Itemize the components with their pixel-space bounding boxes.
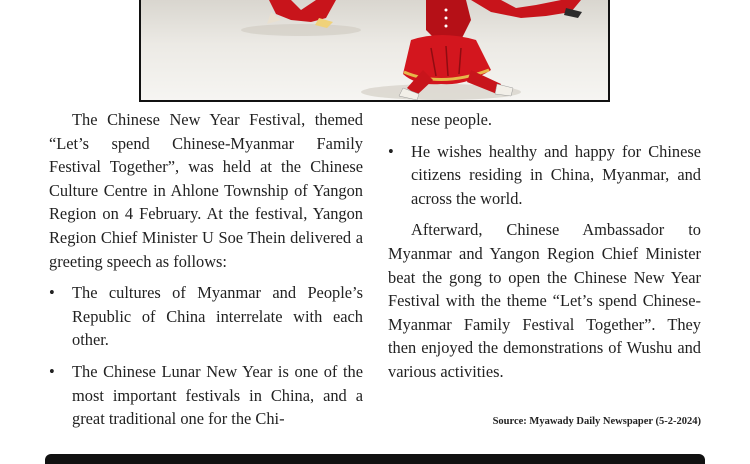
source-credit: Source: Myawady Daily Newspaper (5-2-2024) <box>492 416 701 427</box>
closing-paragraph: Afterward, Chinese Ambassador to Myanmar and Yangon Region Chief Minister beat the gong to open the Chinese New Year Festival with the theme “Let’s spend Chinese-Myanmar Family Festival Together”. They then enjoyed the demonstrations of Wushu and various activities. <box>388 220 701 381</box>
article-right-column <box>388 108 701 384</box>
bullet-item <box>49 360 363 431</box>
bullet-dot: • <box>49 283 55 303</box>
bullet-dot: • <box>388 141 394 161</box>
bullet-text: The cultures of Myanmar and People’s Republic of China interrelate with each other. <box>72 283 363 350</box>
bullet-item <box>388 140 701 211</box>
bullet-text: The Chinese Lunar New Year is one of the most important festivals in China, and a great traditional one for the Chi- <box>72 361 363 429</box>
bullet-dot: • <box>49 361 55 381</box>
page-bottom-rule <box>45 454 705 464</box>
bullet-text: He wishes healthy and happy for Chinese citizens residing in China, Myanmar, and across the world. <box>411 141 701 208</box>
bullet-item-continued <box>388 108 701 132</box>
bullet-item <box>49 281 363 352</box>
intro-paragraph: The Chinese New Year Festival, themed “Let’s spend Chinese-Myanmar Family Festival Together”, was held at the Chinese Culture Centre in Ahlone Township of Yangon Region on 4 February. At the festival, Yangon Region Chief Minister U Soe Thein delivered a greeting speech as follows: <box>49 110 363 271</box>
article-left-column <box>49 108 363 431</box>
bullet-text: nese people. <box>411 110 493 129</box>
festival-photo <box>139 0 610 102</box>
wushu-performers-illustration <box>141 0 610 102</box>
